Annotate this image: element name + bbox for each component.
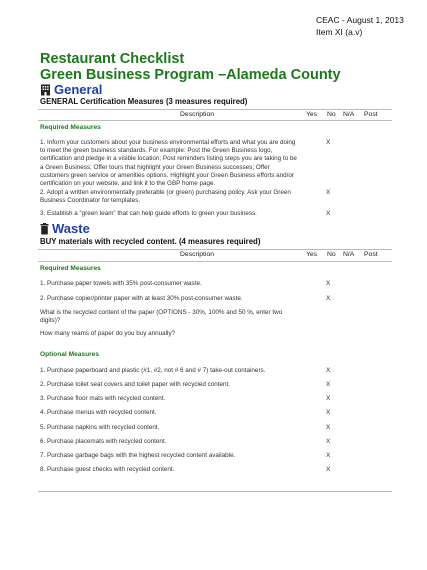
general-required-label: Required Measures xyxy=(40,124,101,131)
trash-can-icon xyxy=(40,223,49,235)
list-item: 3. Purchase floor mats with recycled content. xyxy=(40,395,166,402)
no-mark: X xyxy=(326,139,331,146)
no-mark: X xyxy=(326,367,331,374)
waste-subtitle: BUY materials with recycled content. (4 measures required) xyxy=(40,237,261,246)
section-waste xyxy=(40,222,90,236)
no-mark: X xyxy=(326,409,331,416)
no-mark: X xyxy=(326,452,331,459)
header-date: CEAC - August 1, 2013 xyxy=(316,15,404,25)
list-item: 2. Purchase copier/printer paper with at least 30% post-consumer waste. xyxy=(40,295,243,302)
page-subtitle: Green Business Program –Alameda County xyxy=(40,67,341,83)
page-title: Restaurant Checklist xyxy=(40,51,185,67)
no-mark: X xyxy=(326,395,331,402)
waste-required-label: Required Measures xyxy=(40,265,101,272)
list-item: How many reams of paper do you buy annually? xyxy=(40,330,176,337)
list-item: 2. Purchase toilet seat covers and toilet paper with recycled content. xyxy=(40,381,231,388)
no-mark: X xyxy=(326,295,331,302)
list-item: 8. Purchase guest checks with recycled content. xyxy=(40,466,175,473)
header-item: Item XI (a.v) xyxy=(316,27,363,37)
no-mark: X xyxy=(326,381,331,388)
list-item: 4. Purchase menus with recycled content. xyxy=(40,409,157,416)
no-mark: X xyxy=(326,189,331,196)
divider xyxy=(38,120,392,121)
waste-optional-label: Optional Measures xyxy=(40,351,99,358)
column-no: No xyxy=(327,251,336,258)
no-mark: X xyxy=(326,466,331,473)
list-item: 1. Purchase paper towels with 35% post-consumer waste. xyxy=(40,280,202,287)
divider xyxy=(38,261,392,262)
no-mark: X xyxy=(326,210,331,217)
divider xyxy=(38,109,392,110)
column-yes: Yes xyxy=(306,111,318,118)
building-icon xyxy=(40,84,51,96)
list-item: What is the recycled content of the paper (OPTIONS - 30%, 100% and 50 %, enter two digits)? xyxy=(40,309,283,325)
divider xyxy=(38,249,392,250)
column-no: No xyxy=(327,111,336,118)
general-subtitle: GENERAL Certification Measures (3 measures required) xyxy=(40,97,248,106)
column-description: Description xyxy=(180,251,214,258)
column-description: Description xyxy=(180,111,214,118)
list-item: 6. Purchase placemats with recycled content. xyxy=(40,438,167,445)
section-title-general: General xyxy=(54,82,103,97)
list-item: 7. Purchase garbage bags with the highest recycled content available. xyxy=(40,452,236,459)
column-post: Post xyxy=(364,251,378,258)
no-mark: X xyxy=(326,438,331,445)
column-na: N/A xyxy=(343,111,355,118)
list-item: 1. Purchase paperboard and plastic (#1, #2, not # 6 and # 7) take-out containers. xyxy=(40,367,266,374)
list-item: 2. Adopt a written environmentally preferable (or green) purchasing policy. Ask your Green Business Coordinator for templates. xyxy=(40,189,291,205)
no-mark: X xyxy=(326,424,331,431)
column-yes: Yes xyxy=(306,251,318,258)
section-general xyxy=(40,83,102,97)
document-header xyxy=(316,14,404,38)
list-item: 5. Purchase napkins with recycled content. xyxy=(40,424,160,431)
no-mark: X xyxy=(326,280,331,287)
list-item: 1. Inform your customers about your business environmental efforts and what you are doing to meet the green business standards. For example: Post the Green Business logo, certification and pledge in a visible location; Post reminders listing steps you are taking to be a Green Business; Offer tours that highlight your Green Business successes; Offer customers green service or amenities options. Highlight your Green Business efforts and/or certification on your website, and link it to the GBP home page. xyxy=(40,139,297,188)
divider xyxy=(38,491,392,492)
section-title-waste: Waste xyxy=(52,221,90,236)
list-item: 3. Establish a “green team” that can help guide efforts to green your business. xyxy=(40,210,257,217)
column-na: N/A xyxy=(343,251,355,258)
column-post: Post xyxy=(364,111,378,118)
